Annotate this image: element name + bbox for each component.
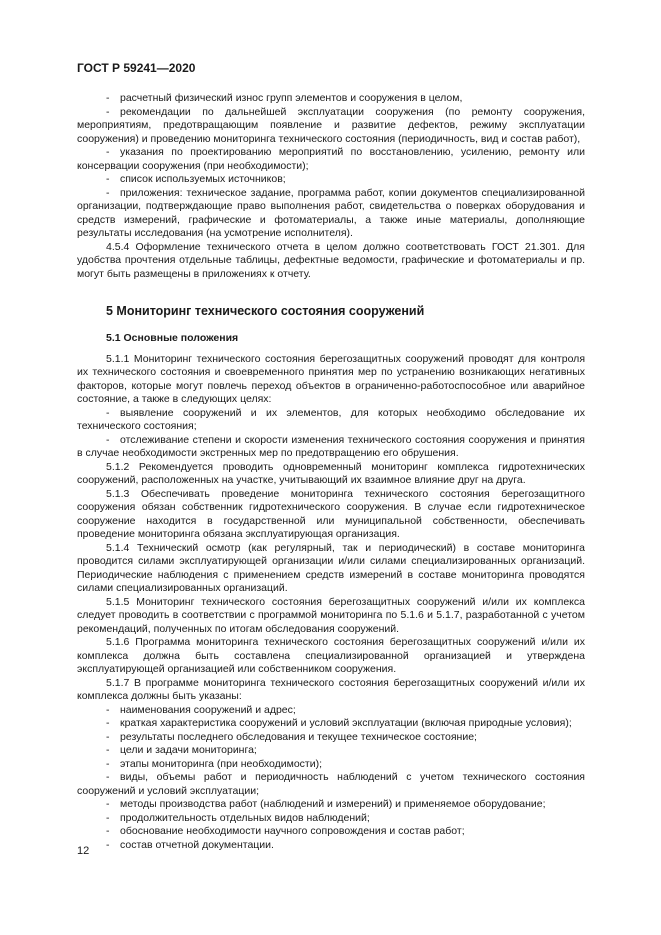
list-dash: - (106, 771, 110, 783)
program-items-list (77, 704, 585, 853)
list-item-text: рекомендации по дальнейшей эксплуатации сооружения (по ремонту сооружения, мероприятиям, предотвращающим появление и развитие дефектов, режиму эксплуатации сооружения) и проведению мониторинга технического состояния (периодичность, вид и состав работ), (77, 105, 585, 145)
list-item (77, 407, 585, 434)
list-item (77, 771, 585, 798)
list-item (77, 717, 585, 731)
intro-list (77, 92, 585, 241)
list-dash: - (106, 173, 110, 185)
goals-list (77, 407, 585, 461)
document-header: ГОСТ Р 59241—2020 (77, 61, 196, 75)
paragraph-5-1-5: 5.1.5 Мониторинг технического состояния берегозащитных сооружений и/или их комплекса следует проводить в соответствии с программой мониторинга по 5.1.6 и 5.1.7, разработанной с учетом рекомендаций, полученных по итогам обследования сооружений. (77, 595, 585, 635)
list-item-text: продолжительность отдельных видов наблюдений; (120, 811, 370, 824)
list-item (77, 798, 585, 812)
list-item (77, 758, 585, 772)
paragraph-5-1-7: 5.1.7 В программе мониторинга технического состояния берегозащитных сооружений и/или их комплекса должны быть указаны: (77, 676, 585, 702)
paragraph-5-1-3: 5.1.3 Обеспечивать проведение мониторинга технического состояния берегозащитного сооружения обязан собственник гидротехнического сооружения. В случае если гидротехническое сооружение находится в государственной или муниципальной собственности, обеспечивать проведение мониторинга обязана эксплуатирующая организация. (77, 487, 585, 540)
list-dash: - (106, 146, 110, 158)
list-dash: - (106, 757, 110, 770)
page-number: 12 (77, 845, 90, 857)
subsection-title: 5.1 Основные положения (106, 332, 239, 344)
list-item-text: отслеживание степени и скорости изменения технического состояния сооружения и принятия в случае необходимости экстренных мер по предотвращению его обрушения. (77, 433, 585, 459)
list-item-text: результаты последнего обследования и текущее техническое состояние; (120, 730, 477, 743)
list-dash: - (106, 92, 110, 104)
list-item (77, 146, 585, 173)
list-item (77, 106, 585, 147)
list-item (77, 825, 585, 839)
paragraph-5-1-4: 5.1.4 Технический осмотр (как регулярный, так и периодический) в составе мониторинга проводится силами эксплуатирующей организации и/или силами специализированных организаций. Периодические наблюдения с применением средств измерений в составе мониторинга проводятся силами специализированных организаций. (77, 541, 585, 594)
list-item-text: методы производства работ (наблюдений и измерений) и применяемое оборудование; (120, 798, 546, 810)
list-item-text: указания по проектированию мероприятий по восстановлению, усилению, ремонту или консервации сооружения (при необходимости); (77, 146, 585, 172)
document-body (77, 92, 585, 852)
list-item-text: список используемых источников; (120, 173, 286, 185)
list-item-text: приложения: техническое задание, программа работ, копии документов специализированной организации, подтверждающие право выполнения работ, свидетельства о поверках оборудования и средств измерений, графические и фотоматериалы, а также иные материалы, дополняющие результаты исследования (на усмотрение исполнителя). (77, 186, 585, 239)
list-dash: - (106, 406, 110, 419)
list-item-text: виды, объемы работ и периодичность наблюдений с учетом технического состояния сооружений и условий эксплуатации; (77, 771, 585, 797)
list-item (77, 731, 585, 745)
list-item-text: обоснование необходимости научного сопровождения и состав работ; (120, 825, 465, 837)
list-dash: - (106, 811, 110, 824)
list-item-text: этапы мониторинга (при необходимости); (120, 757, 322, 770)
list-dash: - (106, 730, 110, 743)
list-item-text: состав отчетной документации. (120, 838, 274, 851)
list-item-text: выявление сооружений и их элементов, для которых необходимо обследование их технического состояния; (77, 406, 585, 432)
list-item-text: наименования сооружений и адрес; (120, 703, 296, 716)
list-item (77, 704, 585, 718)
list-dash: - (106, 744, 110, 756)
section-title: 5 Мониторинг технического состояния сооружений (106, 304, 425, 318)
list-dash: - (106, 186, 110, 199)
list-dash: - (106, 717, 110, 729)
list-item (77, 839, 585, 853)
paragraph-4-5-4: 4.5.4 Оформление технического отчета в целом должно соответствовать ГОСТ 21.301. Для удобства прочтения отдельные таблицы, дефектные ведомости, графические и фотоматериалы и пр. могут быть размещены в приложениях к отчету. (77, 240, 585, 280)
paragraph-5-1-2: 5.1.2 Рекомендуется проводить одновременный мониторинг комплекса гидротехнических сооружений, расположенных на участке, учитывающий их взаимное влияние друг на друга. (77, 460, 585, 486)
list-dash: - (106, 825, 110, 837)
paragraph-5-1-1: 5.1.1 Мониторинг технического состояния берегозащитных сооружений проводят для контроля их технического состояния и своевременного принятия мер по устранению возникающих негативных факторов, которые могут повлечь переход объектов в ограниченно-работоспособное или аварийное состояние, а также в следующих целях: (77, 352, 585, 405)
list-item (77, 434, 585, 461)
list-item (77, 92, 585, 106)
list-dash: - (106, 703, 110, 716)
list-item (77, 187, 585, 241)
list-dash: - (106, 798, 110, 810)
list-item-text: расчетный физический износ групп элементов и сооружения в целом, (120, 92, 463, 104)
list-item (77, 173, 585, 187)
list-item (77, 744, 585, 758)
list-dash: - (106, 838, 110, 851)
list-item-text: краткая характеристика сооружений и условий эксплуатации (включая природные условия); (120, 717, 572, 729)
list-dash: - (106, 433, 110, 446)
list-item (77, 812, 585, 826)
paragraph-5-1-6: 5.1.6 Программа мониторинга технического состояния берегозащитных сооружений и/или их комплекса должна быть составлена специализированной организацией и утверждена эксплуатирующей организацией или собственником сооружения. (77, 636, 585, 675)
list-item-text: цели и задачи мониторинга; (120, 744, 257, 756)
list-dash: - (106, 105, 110, 118)
